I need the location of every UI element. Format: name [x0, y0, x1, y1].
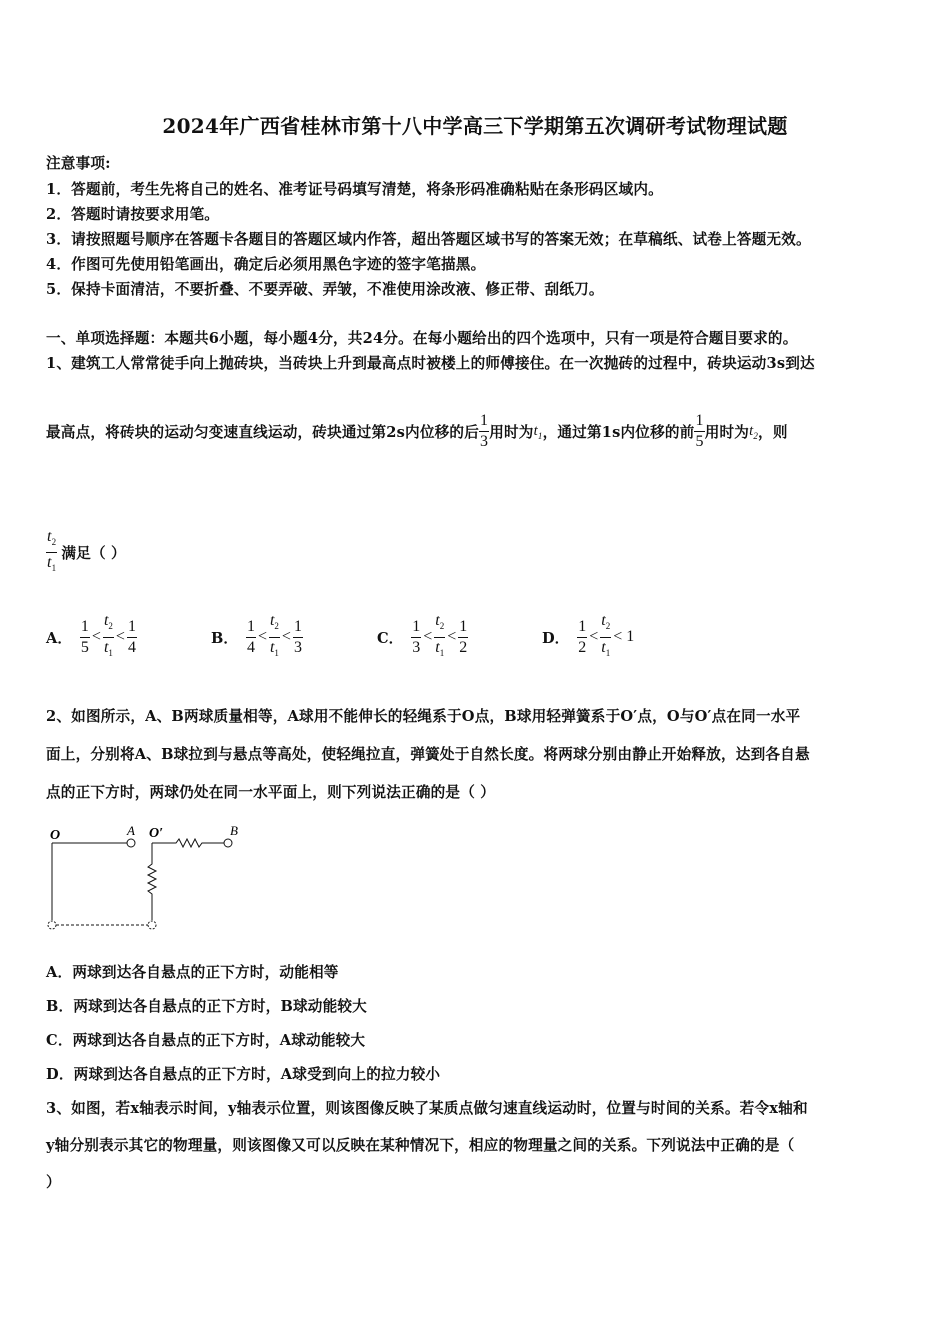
- q3-line3: ）: [46, 1174, 61, 1191]
- ratio-num-letter: t: [601, 612, 606, 630]
- option-fraction-low: [80, 618, 90, 657]
- option-fraction-ratio: [600, 612, 611, 661]
- var-t2: [749, 423, 758, 441]
- q3-line2: y轴分别表示其它的物理量，则该图像又可以反映在某种情况下，相应的物理量之间的关系。下列说法中正确的是（: [46, 1137, 795, 1154]
- fraction-numerator: 1: [80, 617, 89, 635]
- q2-option-c[interactable]: C．两球到达各自悬点的正下方时，A球动能较大: [46, 1032, 366, 1049]
- fraction-one-fifth: [694, 412, 704, 451]
- ratio-num-sub: 2: [439, 621, 445, 632]
- option-fraction-low: [411, 618, 421, 657]
- ratio-num-letter: t: [269, 612, 275, 630]
- less-than: <: [589, 628, 599, 645]
- q1-line2-c: ，通过第1s内位移的前: [542, 424, 695, 441]
- ratio-num-letter: t: [47, 528, 52, 545]
- q3-line1: 3、如图，若x轴表示时间，y轴表示位置，则该图像反映了某质点做匀速直线运动时，位置与时间的关系。若令x轴和: [46, 1100, 808, 1117]
- q1-option-c[interactable]: [377, 612, 468, 662]
- fraction-numerator: 1: [293, 617, 302, 635]
- ratio-den-sub: 1: [274, 647, 279, 658]
- q2-line1: 2、如图所示，A、B两球质量相等，A球用不能伸长的轻绳系于O点，B球用轻弹簧系于O′点，O与O′点在同一水平: [46, 708, 801, 725]
- option-fraction-ratio: [269, 612, 280, 661]
- ratio-num-sub: 2: [274, 621, 279, 632]
- option-fraction-high: [293, 618, 303, 657]
- ratio-num-sub: 2: [51, 537, 57, 548]
- fraction-denominator: [600, 637, 611, 662]
- fraction-numerator: 1: [127, 617, 136, 635]
- option-label: B．: [211, 629, 238, 647]
- fraction-denominator: 5: [80, 638, 89, 656]
- label-O: O: [50, 828, 61, 843]
- fraction-numerator: [46, 528, 57, 552]
- q1-line1: 1、建筑工人常常徒手向上抛砖块，当砖块上升到最高点时被楼上的师傅接住。在一次抛砖的过程中，砖块运动3s到达: [46, 355, 815, 372]
- option-label: D．: [542, 629, 570, 647]
- fraction-t2-over-t1: [46, 528, 57, 577]
- fraction-numerator: [600, 612, 611, 636]
- ball-a: [127, 839, 135, 847]
- var-t1-letter: t: [533, 422, 538, 439]
- fraction-one-third: [479, 412, 489, 451]
- less-than: <: [423, 628, 433, 645]
- page-title: 2024年广西省桂林市第十八中学高三下学期第五次调研考试物理试题: [162, 114, 788, 138]
- less-than: <: [447, 628, 457, 645]
- q2-line2: 面上，分别将A、B球拉到与悬点等高处，使轻绳拉直，弹簧处于自然长度。将两球分别由静止开始释放，达到各自悬: [46, 746, 810, 763]
- q1-option-b[interactable]: [211, 612, 303, 662]
- fraction-denominator: 3: [293, 638, 302, 656]
- var-t1-sub: 1: [537, 430, 543, 441]
- option-label: A．: [46, 629, 72, 647]
- option-value-high: 1: [626, 628, 635, 645]
- q1-option-a[interactable]: [46, 612, 137, 662]
- pendulum-spring-figure: [46, 822, 256, 934]
- q1-line2-a: 最高点，将砖块的运动匀变速直线运动，砖块通过第2s内位移的后: [46, 424, 479, 441]
- fraction-denominator: 2: [578, 638, 587, 656]
- label-B: B: [230, 823, 238, 838]
- notice-item-2: 2．答题时请按要求用笔。: [46, 206, 220, 223]
- fraction-numerator: 1: [578, 617, 587, 635]
- fraction-denominator: [46, 552, 57, 577]
- option-fraction-ratio: [103, 612, 114, 661]
- option-fraction-high: [127, 618, 137, 657]
- fraction-denominator: 4: [246, 638, 255, 656]
- ratio-den-sub: 1: [605, 647, 611, 658]
- fraction-numerator: [434, 612, 445, 636]
- fraction-numerator: [103, 612, 114, 636]
- q1-line3-text: 满足（ ）: [61, 545, 126, 563]
- less-than: <: [91, 628, 101, 645]
- option-fraction-low: [577, 618, 587, 657]
- ball-a-lowest: [48, 921, 56, 929]
- q1-option-d[interactable]: [542, 612, 636, 662]
- label-A: A: [127, 823, 135, 838]
- ratio-den-letter: t: [47, 554, 52, 572]
- ratio-num-letter: t: [103, 612, 109, 630]
- q2-option-d[interactable]: D．两球到达各自悬点的正下方时，A球受到向上的拉力较小: [46, 1066, 441, 1083]
- ratio-den-letter: t: [435, 638, 440, 656]
- q1-line2-d: 用时为: [704, 424, 750, 441]
- fraction-denominator: [434, 637, 445, 662]
- less-than: <: [281, 628, 291, 645]
- fraction-numerator: 1: [459, 617, 468, 635]
- ratio-den-letter: t: [601, 638, 606, 656]
- option-fraction-ratio: [434, 612, 445, 661]
- fraction-numerator: 1: [480, 412, 489, 429]
- var-t2-sub: 2: [753, 430, 759, 441]
- spring-vertical: [148, 843, 156, 920]
- notice-item-5: 5．保持卡面清洁，不要折叠、不要弄破、弄皱，不准使用涂改液、修正带、刮纸刀。: [46, 281, 604, 298]
- fraction-denominator: [269, 637, 280, 662]
- less-than: <: [257, 628, 267, 645]
- ratio-den-letter: t: [103, 638, 109, 656]
- ball-b: [224, 839, 232, 847]
- less-than: <: [613, 628, 623, 645]
- fraction-numerator: 1: [695, 412, 704, 429]
- ball-b-lowest: [148, 921, 156, 929]
- q1-line2-e: ，则: [758, 424, 788, 441]
- ratio-num-letter: t: [435, 612, 440, 630]
- var-t1: [534, 423, 543, 441]
- fraction-denominator: [103, 637, 114, 662]
- q1-line3: [46, 528, 126, 577]
- notice-heading: 注意事项:: [46, 155, 111, 172]
- var-t2-letter: t: [749, 422, 754, 439]
- q2-line3: 点的正下方时，两球仍处在同一水平面上，则下列说法正确的是（ ）: [46, 784, 496, 801]
- option-label: C．: [377, 629, 404, 647]
- q2-option-a[interactable]: A．两球到达各自悬点的正下方时，动能相等: [46, 964, 339, 981]
- label-O-prime: O′: [149, 826, 164, 841]
- option-fraction-low: [246, 618, 256, 657]
- ratio-den-sub: 1: [439, 647, 445, 658]
- fraction-denominator: 3: [412, 638, 421, 656]
- q2-option-b[interactable]: B．两球到达各自悬点的正下方时，B球动能较大: [46, 998, 367, 1015]
- fraction-denominator: 3: [480, 433, 489, 450]
- ratio-num-sub: 2: [605, 621, 611, 632]
- fraction-numerator: [269, 612, 280, 636]
- notice-item-3: 3．请按照题号顺序在答题卡各题目的答题区域内作答，超出答题区域书写的答案无效；在草稿纸、试卷上答题无效。: [46, 231, 811, 248]
- section-heading: 一、单项选择题：本题共6小题，每小题4分，共24分。在每小题给出的四个选项中，只有一项是符合题目要求的。: [46, 330, 798, 347]
- q1-line2-b: 用时为: [489, 424, 534, 441]
- notice-item-4: 4．作图可先使用铅笔画出，确定后必须用黑色字迹的签字笔描黑。: [46, 256, 486, 273]
- less-than: <: [115, 628, 125, 645]
- ratio-den-letter: t: [269, 638, 275, 656]
- option-fraction-high: [458, 618, 468, 657]
- fraction-denominator: 2: [459, 638, 468, 656]
- ratio-den-sub: 1: [108, 647, 113, 658]
- ratio-den-sub: 1: [51, 563, 57, 574]
- fraction-numerator: 1: [246, 617, 255, 635]
- fraction-numerator: 1: [412, 617, 421, 635]
- q1-line2: [46, 412, 788, 451]
- fraction-denominator: 4: [127, 638, 136, 656]
- ratio-num-sub: 2: [108, 621, 113, 632]
- fraction-denominator: 5: [695, 433, 704, 450]
- notice-item-1: 1．答题前，考生先将自己的姓名、准考证号码填写清楚，将条形码准确粘贴在条形码区域内。: [46, 181, 663, 198]
